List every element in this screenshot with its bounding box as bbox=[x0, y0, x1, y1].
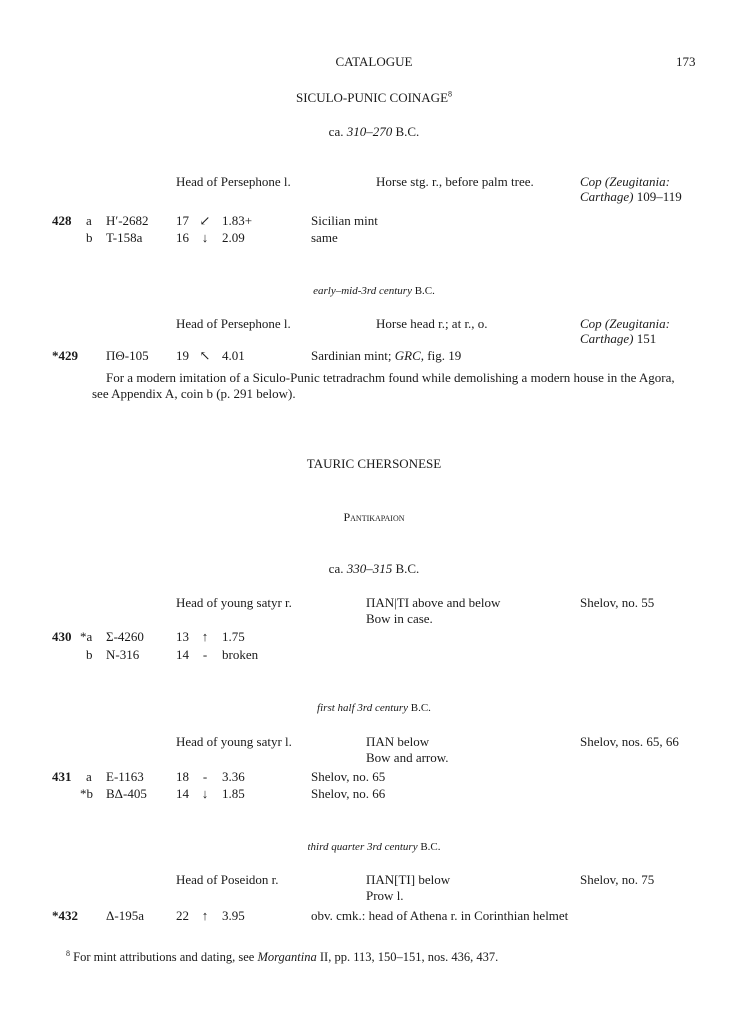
coin-size: 19 bbox=[176, 348, 189, 363]
coin-weight: 3.36 bbox=[222, 769, 245, 784]
die-axis: ↓ bbox=[201, 230, 209, 245]
inventory-number: Σ-4260 bbox=[106, 629, 144, 644]
die-axis: ↑ bbox=[201, 629, 209, 644]
footnote-ref: 8 bbox=[448, 89, 453, 99]
entry-note: same bbox=[311, 230, 338, 245]
coin-weight: 1.83+ bbox=[222, 213, 253, 228]
entry-note: Shelov, no. 66 bbox=[311, 786, 386, 801]
reverse-type: Bow and arrow. bbox=[366, 750, 449, 765]
entry-sub: *b bbox=[80, 786, 93, 801]
date-heading-5: third quarter 3rd century B.C. bbox=[307, 841, 441, 853]
entry-sub: *a bbox=[80, 629, 93, 644]
inventory-number: T-158a bbox=[106, 230, 143, 245]
footnote-marker: 8 bbox=[66, 948, 70, 958]
coin-size: 18 bbox=[176, 769, 189, 784]
coin-weight: 1.75 bbox=[222, 629, 245, 644]
section-subtitle: Pantikapaion bbox=[343, 510, 405, 524]
obverse-description: Head of Poseidon r. bbox=[176, 872, 279, 887]
entry-note: Shelov, no. 65 bbox=[311, 769, 386, 784]
reverse-type: Prow l. bbox=[366, 888, 404, 903]
entry-sub: a bbox=[86, 769, 92, 784]
coin-weight: broken bbox=[222, 647, 259, 662]
coin-size: 14 bbox=[176, 786, 189, 801]
reverse-description: Horse stg. r., before palm tree. bbox=[376, 174, 534, 189]
reference-line-2: Carthage) 109–119 bbox=[580, 189, 682, 204]
entry-sub: b bbox=[86, 647, 93, 662]
entry-note: obv. cmk.: head of Athena r. in Corinthian helmet bbox=[311, 908, 569, 923]
die-axis: ↖ bbox=[199, 348, 211, 363]
coin-size: 16 bbox=[176, 230, 189, 245]
coin-weight: 2.09 bbox=[222, 230, 245, 245]
date-heading-1: ca. 310–270 B.C. bbox=[328, 124, 420, 139]
remark-line-1: For a modern imitation of a Siculo-Punic tetradrachm found while demolishing a modern house in the Agora, bbox=[106, 370, 675, 385]
section-title-siculo-punic: SICULO-PUNIC COINAGE$^8$ bbox=[295, 89, 453, 105]
inventory-number: E-1163 bbox=[106, 769, 144, 784]
entry-sub: b bbox=[86, 230, 93, 245]
running-title: CATALOGUE bbox=[335, 54, 413, 69]
inventory-number: Δ-195a bbox=[106, 908, 144, 923]
section-title-tauric-chersonese: TAURIC CHERSONESE bbox=[306, 456, 442, 471]
date-heading-2: early–mid-3rd century B.C. bbox=[313, 285, 435, 297]
coin-size: 14 bbox=[176, 647, 189, 662]
remark-line-2: see Appendix A, coin b (p. 291 below). bbox=[92, 386, 296, 401]
entry-note: Sicilian mint bbox=[311, 213, 378, 228]
reverse-legend: ΠΑΝ below bbox=[366, 734, 430, 749]
reference: Shelov, nos. 65, 66 bbox=[580, 734, 679, 749]
reverse-legend: ΠΑΝ|ΤΙ above and below bbox=[366, 595, 501, 610]
die-axis: ↓ bbox=[201, 786, 209, 801]
date-heading-3: ca. 330–315 B.C. bbox=[328, 561, 420, 576]
entry-sub: a bbox=[86, 213, 92, 228]
entry-number: 430 bbox=[52, 629, 72, 644]
reference-line-1: Cop (Zeugitania: bbox=[580, 174, 670, 189]
reverse-description: Horse head r.; at r., o. bbox=[376, 316, 488, 331]
entry-number: *429 bbox=[52, 348, 78, 363]
inventory-number: N-316 bbox=[106, 647, 140, 662]
coin-size: 13 bbox=[176, 629, 189, 644]
die-axis: ↙ bbox=[199, 213, 211, 228]
footnote: $^8$ For mint attributions and dating, see Morgantina II, pp. 113, 150–151, nos. 436, 437. bbox=[66, 948, 499, 964]
die-axis: - bbox=[202, 647, 208, 662]
die-axis: - bbox=[202, 769, 208, 784]
coin-weight: 3.95 bbox=[222, 908, 245, 923]
entry-number: *432 bbox=[52, 908, 78, 923]
inventory-number: ΒΔ-405 bbox=[106, 786, 147, 801]
coin-weight: 1.85 bbox=[222, 786, 245, 801]
entry-number: 431 bbox=[52, 769, 72, 784]
coin-size: 17 bbox=[176, 213, 189, 228]
coin-weight: 4.01 bbox=[222, 348, 245, 363]
obverse-description: Head of Persephone l. bbox=[176, 316, 291, 331]
entry-number: 428 bbox=[52, 213, 72, 228]
entry-note: Sardinian mint; GRC, fig. 19 bbox=[311, 348, 462, 363]
reverse-legend: ΠΑΝ[ΤΙ] below bbox=[366, 872, 451, 887]
reverse-type: Bow in case. bbox=[366, 611, 433, 626]
reference-line-2: Carthage) 151 bbox=[580, 331, 657, 346]
reference: Shelov, no. 55 bbox=[580, 595, 655, 610]
die-axis: ↑ bbox=[201, 908, 209, 923]
inventory-number: H′-2682 bbox=[106, 213, 149, 228]
obverse-description: Head of young satyr l. bbox=[176, 734, 292, 749]
coin-size: 22 bbox=[176, 908, 189, 923]
date-heading-4: first half 3rd century B.C. bbox=[317, 702, 431, 714]
page-number: 173 bbox=[676, 54, 696, 69]
reference: Shelov, no. 75 bbox=[580, 872, 655, 887]
inventory-number: ΠΘ-105 bbox=[106, 348, 149, 363]
obverse-description: Head of Persephone l. bbox=[176, 174, 291, 189]
obverse-description: Head of young satyr r. bbox=[176, 595, 292, 610]
reference-line-1: Cop (Zeugitania: bbox=[580, 316, 670, 331]
